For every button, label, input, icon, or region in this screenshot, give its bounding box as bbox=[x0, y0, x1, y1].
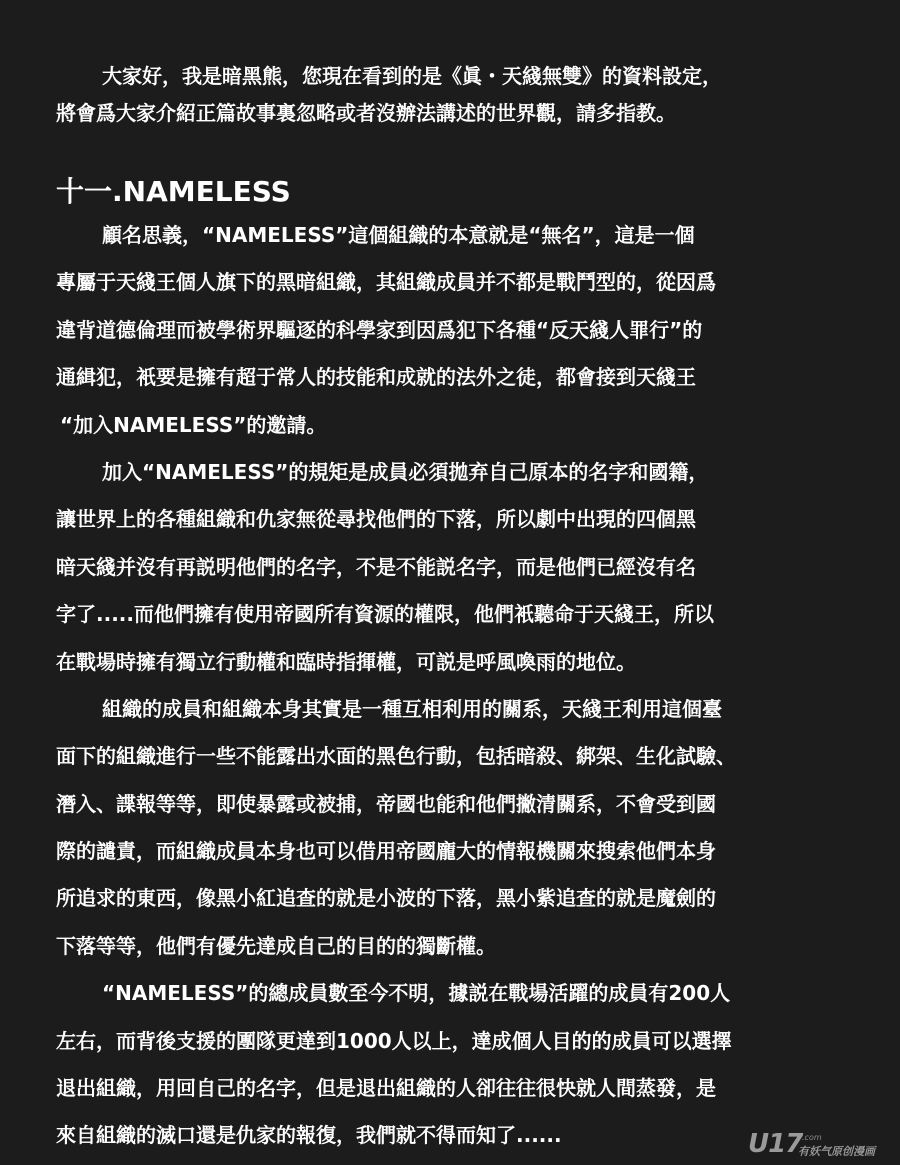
section-body bbox=[56, 212, 868, 1160]
body-line: 字了.....而他們擁有使用帝國所有資源的權限，他們衹聽命于天綫王，所以 bbox=[56, 602, 714, 627]
body-line: 退出組織，用回自己的名字，但是退出組織的人卻往往很快就人間蒸發，是 bbox=[56, 1076, 716, 1101]
body-line: 下落等等，他們有優先達成自己的目的的獨斷權。 bbox=[56, 933, 496, 958]
body-line: 違背道德倫理而被學術界驅逐的科學家到因爲犯下各種“反天綫人罪行”的 bbox=[56, 317, 703, 342]
intro-paragraph bbox=[56, 58, 856, 132]
body-line: 來自組織的滅口還是仇家的報復，我們就不得而知了...... bbox=[56, 1123, 562, 1148]
body-line: 所追求的東西，像黑小紅追查的就是小波的下落，黑小紫追查的就是魔劍的 bbox=[56, 886, 716, 911]
body-line: 通緝犯，衹要是擁有超于常人的技能和成就的法外之徒，都會接到天綫王 bbox=[56, 365, 696, 390]
watermark-domain: .com bbox=[802, 1133, 822, 1142]
body-line: 專屬于天綫王個人旗下的黑暗組織，其組織成員并不都是戰鬥型的，從因爲 bbox=[56, 270, 716, 295]
body-line: “加入NAMELESS”的邀請。 bbox=[60, 412, 327, 437]
body-line: 面下的組織進行一些不能露出水面的黑色行動，包括暗殺、綁架、生化試驗、 bbox=[56, 744, 736, 769]
u17-watermark-logo bbox=[748, 1129, 888, 1157]
body-line: 暗天綫并沒有再説明他們的名字，不是不能説名字，而是他們已經沒有名 bbox=[56, 554, 696, 579]
watermark-logo-text: U17 bbox=[748, 1129, 803, 1159]
body-line: 在戰場時擁有獨立行動權和臨時指揮權，可説是呼風喚雨的地位。 bbox=[56, 649, 636, 674]
watermark-tagline: 有妖气原创漫画 bbox=[798, 1145, 875, 1158]
intro-line: 大家好，我是暗黑熊，您現在看到的是《眞・天綫無雙》的資料設定， bbox=[102, 64, 722, 88]
body-line: 潛入、諜報等等，即使暴露或被捕，帝國也能和他們撇清關系，不會受到國 bbox=[56, 791, 716, 816]
body-line: 顧名思義，“NAMELESS”這個組織的本意就是“無名”，這是一個 bbox=[102, 223, 695, 247]
body-line: 加入“NAMELESS”的規矩是成員必須拋弃自己原本的名字和國籍， bbox=[102, 459, 709, 484]
body-line: 際的譴責，而組織成員本身也可以借用帝國龐大的情報機關來搜索他們本身 bbox=[56, 839, 716, 864]
body-line: 讓世界上的各種組織和仇家無從尋找他們的下落，所以劇中出現的四個黑 bbox=[56, 507, 696, 532]
body-line: “NAMELESS”的總成員數至今不明，據説在戰場活躍的成員有200人 bbox=[102, 981, 731, 1006]
body-line: 組織的成員和組織本身其實是一種互相利用的關系，天綫王利用這個臺 bbox=[102, 696, 722, 721]
intro-line: 將會爲大家介紹正篇故事裏忽略或者沒辦法講述的世界觀，請多指教。 bbox=[56, 101, 676, 125]
body-line: 左右，而背後支援的團隊更達到1000人以上，達成個人目的的成員可以選擇 bbox=[56, 1028, 732, 1053]
section-heading: 十一.NAMELESS bbox=[56, 175, 291, 208]
